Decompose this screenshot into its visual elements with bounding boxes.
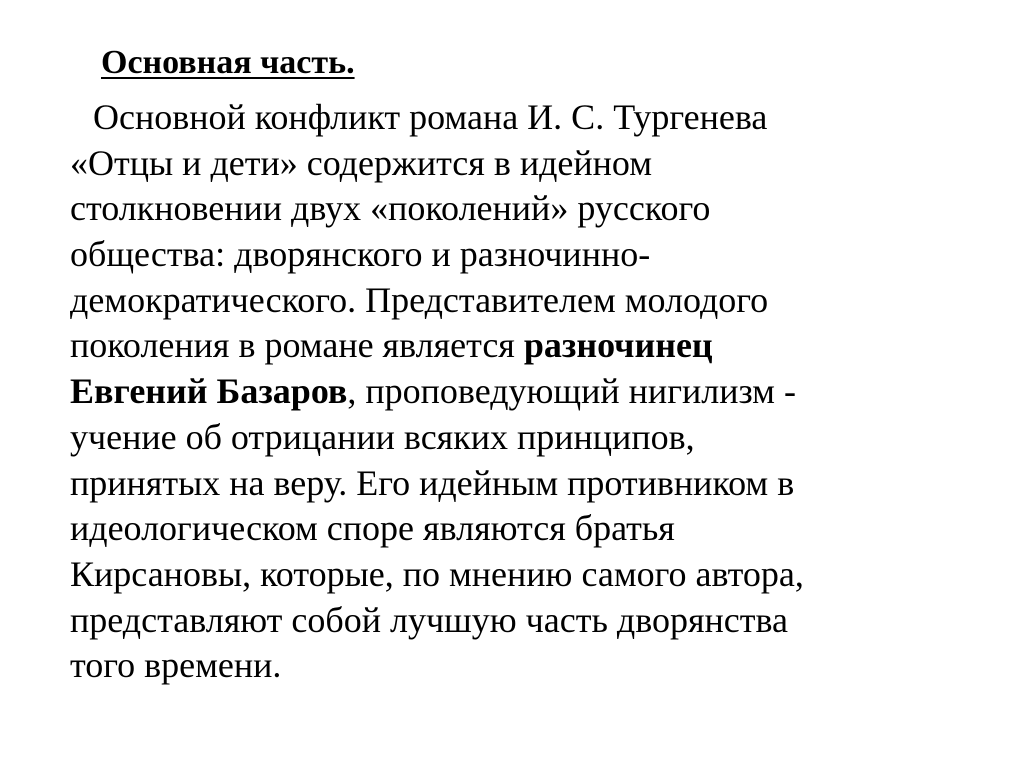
text-line-8: учение об отрицании всяких принципов, (70, 416, 695, 457)
text-line-2: «Отцы и дети» содержится в идейном (70, 142, 653, 183)
text-line-4: общества: дворянского и разночинно- (70, 234, 651, 275)
text-line-3: столкновении двух «поколений» русского (70, 188, 711, 229)
text-line-6-regular: поколения в романе является (70, 325, 524, 366)
section-heading: Основная часть. (101, 44, 355, 81)
bold-name-bazarov: Евгений Базаров (70, 371, 348, 412)
text-line-10: идеологическом споре являются братья (70, 508, 675, 549)
text-line-12: представляют собой лучшую часть дворянства (70, 599, 788, 640)
text-line-1: Основной конфликт романа И. С. Тургенева (93, 97, 768, 137)
text-line-5: демократического. Представителем молодого (70, 279, 769, 320)
text-line-6 (70, 323, 970, 369)
text-line-7 (70, 369, 970, 415)
text-line-9: принятых на веру. Его идейным противником в (70, 462, 795, 503)
bold-term-raznochinets: разночинец (523, 325, 713, 366)
text-line-7-regular: , проповедующий нигилизм - (347, 371, 796, 412)
text-line-13: того времени. (70, 645, 282, 686)
text-line-11: Кирсановы, которые, по мнению самого автора, (70, 553, 804, 594)
body-paragraph (70, 95, 970, 689)
